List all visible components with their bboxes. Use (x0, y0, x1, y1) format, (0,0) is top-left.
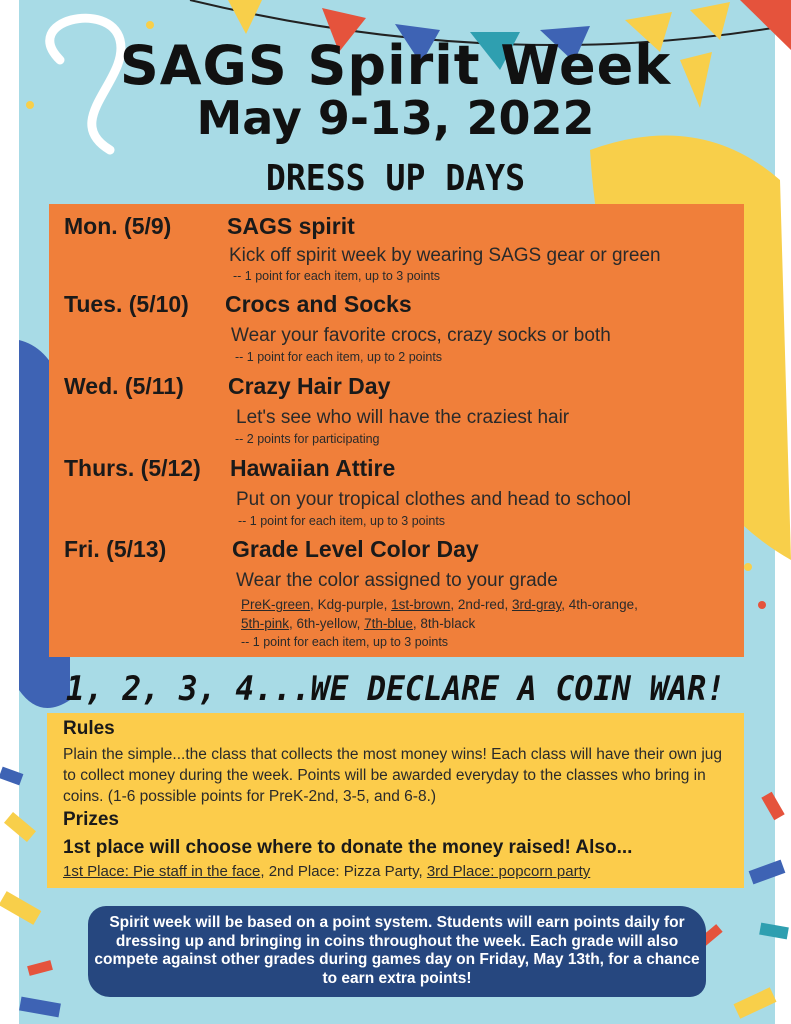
day-theme-thu: Hawaiian Attire (230, 455, 396, 481)
day-date-tue: Tues. (5/10) (64, 291, 189, 317)
day-points-fri: -- 1 point for each item, up to 3 points (241, 635, 449, 649)
day-date-thu: Thurs. (5/12) (64, 455, 201, 481)
rules-text: Plain the simple...the class that collects the most money wins! Each class will have their own jug to collect money during the week. Points will be awarded everyday to the classes who bring in coins. (1-6 possible points for PreK-2nd, 3-5, and 6-8.) (63, 746, 723, 805)
rules-heading: Rules (63, 718, 115, 739)
grade-color: 5th-pink (241, 616, 290, 631)
day-theme-fri: Grade Level Color Day (232, 536, 479, 562)
confetti-piece (749, 860, 786, 885)
confetti-dot (146, 21, 154, 29)
confetti-piece (27, 960, 53, 976)
day-date-wed: Wed. (5/11) (64, 373, 184, 399)
day-theme-wed: Crazy Hair Day (228, 373, 391, 399)
day-description-thu: Put on your tropical clothes and head to school (236, 489, 632, 510)
confetti-piece (733, 987, 776, 1018)
prizes-heading: Prizes (63, 809, 119, 830)
grade-color: 6th-yellow (296, 616, 357, 631)
grade-color: PreK-green (241, 597, 311, 612)
day-theme-tue: Crocs and Socks (225, 291, 412, 317)
prize-list: 1st Place: Pie staff in the face, 2nd Place: Pizza Party, 3rd Place: popcorn party (63, 863, 591, 880)
coin-war-heading: 1, 2, 3, 4...WE DECLARE A COIN WAR! (65, 669, 726, 709)
bunting-flag (228, 0, 262, 34)
dress-up-heading: DRESS UP DAYS (265, 158, 526, 199)
day-description-wed: Let's see who will have the craziest hair (236, 407, 570, 428)
prize-third: 3rd Place: popcorn party (426, 863, 591, 880)
day-points-tue: -- 1 point for each item, up to 2 points (235, 350, 443, 364)
point-system-text: Spirit week will be based on a point system. Students will earn points daily for dressing up and bringing in coins throughout the week. Each grade will also compete against other grades during games day on Friday, May 13th, for a chance to earn extra points! (94, 914, 700, 987)
confetti-piece (761, 792, 784, 821)
day-date-mon: Mon. (5/9) (64, 213, 172, 239)
day-description-fri: Wear the color assigned to your grade (236, 570, 558, 591)
grade-color: 4th-orange (568, 597, 635, 612)
point-system-note (88, 906, 706, 997)
grade-color-list: PreK-green, Kdg-purple, 1st-brown, 2nd-red, 3rd-gray, 4th-orange, 5th-pink, 6th-yellow, 7th-blue, 8th-black (241, 597, 638, 631)
dress-up-days-box (49, 204, 744, 657)
grade-color: 8th-black (420, 616, 476, 631)
confetti-piece (19, 997, 61, 1018)
day-theme-mon: SAGS spirit (227, 213, 355, 239)
confetti-piece (0, 891, 41, 925)
grade-color: 7th-blue (364, 616, 413, 631)
confetti-dot (744, 563, 752, 571)
day-points-thu: -- 1 point for each item, up to 3 points (238, 514, 446, 528)
prize-second: 2nd Place: Pizza Party (268, 863, 419, 880)
confetti-piece (0, 767, 23, 786)
day-description-tue: Wear your favorite crocs, crazy socks or both (231, 325, 611, 346)
coin-war-box (47, 713, 744, 888)
day-points-wed: -- 2 points for participating (235, 432, 380, 446)
grade-color: Kdg-purple (317, 597, 384, 612)
day-points-mon: -- 1 point for each item, up to 3 points (233, 269, 441, 283)
page-title: SAGS Spirit Week (119, 34, 672, 97)
first-place-line: 1st place will choose where to donate the money raised! Also... (63, 837, 633, 858)
confetti-piece (759, 923, 789, 940)
confetti-piece (4, 812, 36, 842)
grade-color: 1st-brown (391, 597, 451, 612)
day-date-fri: Fri. (5/13) (64, 536, 167, 562)
grade-color: 3rd-gray (511, 597, 562, 612)
day-description-mon: Kick off spirit week by wearing SAGS gear or green (229, 245, 661, 266)
event-dates: May 9-13, 2022 (196, 91, 595, 145)
grade-color: 2nd-red (457, 597, 505, 612)
prize-first: 1st Place: Pie staff in the face (63, 863, 261, 880)
confetti-dot (758, 601, 766, 609)
